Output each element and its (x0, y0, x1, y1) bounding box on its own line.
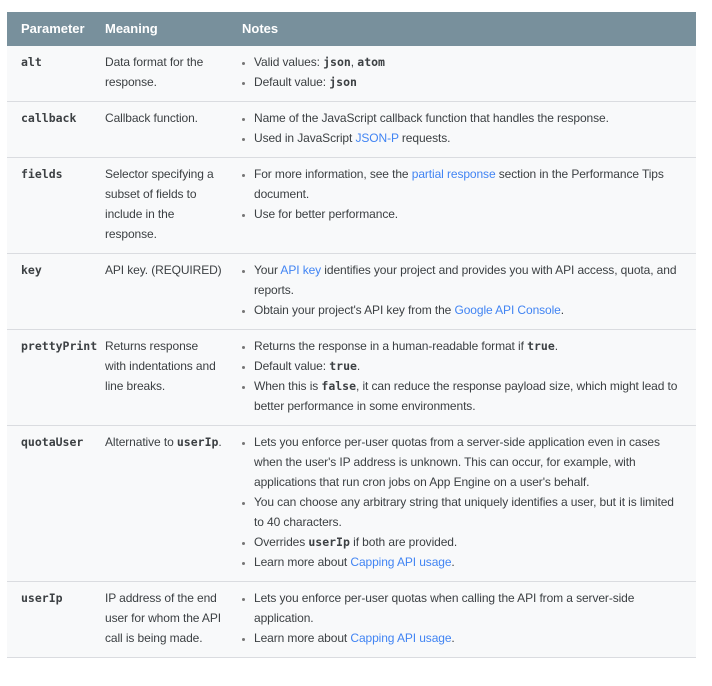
table-row (7, 426, 696, 582)
text-segment: Returns response with indentations and line breaks. (105, 339, 216, 393)
notes-list (230, 108, 684, 148)
text-segment: Valid values: (254, 55, 324, 69)
meaning-cell (93, 582, 230, 658)
note-item (254, 588, 684, 628)
note-item (254, 336, 684, 356)
doc-link[interactable]: partial response (411, 167, 496, 181)
text-segment: , (350, 55, 358, 69)
note-item (254, 376, 684, 416)
table-row (7, 582, 696, 658)
parameter-cell: quotaUser (7, 426, 93, 582)
query-parameters-table (7, 12, 696, 658)
note-item (254, 72, 684, 92)
inline-code: true (527, 339, 555, 353)
doc-link[interactable]: Capping API usage (350, 631, 452, 645)
text-segment: . (218, 435, 222, 449)
text-segment: For more information, see the (254, 167, 412, 181)
header-row (7, 12, 696, 46)
text-segment: requests. (398, 131, 451, 145)
text-segment: Alternative to (105, 435, 177, 449)
text-segment: Name of the JavaScript callback function that handles the response. (254, 111, 609, 125)
inline-code: json (329, 75, 357, 89)
meaning-cell (93, 46, 230, 102)
parameter-cell: fields (7, 158, 93, 254)
text-segment: You can choose any arbitrary string that uniquely identifies a user, but it is limited to 40 characters. (254, 495, 674, 529)
table-body (7, 46, 696, 658)
text-segment: identifies your project and provides you with API access, quota, and reports. (254, 263, 677, 297)
note-item (254, 52, 684, 72)
text-segment: Overrides (254, 535, 309, 549)
text-segment: . (356, 359, 361, 373)
doc-link[interactable]: Capping API usage (350, 555, 452, 569)
text-segment: Lets you enforce per-user quotas when calling the API from a server-side application. (254, 591, 635, 625)
note-item (254, 164, 684, 204)
parameter-cell: userIp (7, 582, 93, 658)
notes-list (230, 336, 684, 416)
note-item (254, 204, 684, 224)
text-segment: if both are provided. (349, 535, 458, 549)
column-header-parameter: Parameter (7, 12, 93, 46)
text-segment: . (554, 339, 558, 353)
doc-link[interactable]: API key (280, 263, 322, 277)
notes-cell (230, 46, 696, 102)
table-row (7, 254, 696, 330)
text-segment: When this is (254, 379, 322, 393)
text-segment: Data format for the response. (105, 55, 204, 89)
meaning-cell (93, 102, 230, 158)
text-segment: Default value: (254, 359, 330, 373)
text-segment: Default value: (254, 75, 330, 89)
inline-code: json (323, 55, 351, 69)
text-segment: Callback function. (105, 111, 198, 125)
doc-link[interactable]: Google API Console (454, 303, 561, 317)
text-segment: . (560, 303, 564, 317)
note-item (254, 492, 684, 532)
text-segment: , it can reduce the response payload size, which might lead to better performance in some environments. (254, 379, 678, 413)
text-segment: IP address of the end user for whom the API call is being made. (105, 591, 221, 645)
column-header-notes: Notes (230, 12, 696, 46)
notes-list (230, 164, 684, 224)
notes-list (230, 432, 684, 572)
notes-list (230, 260, 684, 320)
note-item (254, 628, 684, 648)
notes-list (230, 52, 684, 92)
note-item (254, 128, 684, 148)
text-segment: Returns the response in a human-readable format if (254, 339, 528, 353)
parameter-cell: prettyPrint (7, 330, 93, 426)
text-segment: Your (254, 263, 281, 277)
text-segment: Obtain your project's API key from the (254, 303, 455, 317)
note-item (254, 356, 684, 376)
table-row (7, 46, 696, 102)
inline-code: false (321, 379, 357, 393)
table-header (7, 12, 696, 46)
note-item (254, 432, 684, 492)
notes-cell (230, 254, 696, 330)
notes-list (230, 588, 684, 648)
column-header-meaning: Meaning (93, 12, 230, 46)
table-row (7, 330, 696, 426)
notes-cell (230, 582, 696, 658)
notes-cell (230, 158, 696, 254)
notes-cell (230, 102, 696, 158)
text-segment: . (451, 631, 455, 645)
inline-code: userIp (176, 435, 219, 449)
note-item (254, 300, 684, 320)
text-segment: Selector specifying a subset of fields to include in the response. (105, 167, 214, 241)
inline-code: userIp (308, 535, 350, 549)
inline-code: atom (357, 55, 385, 69)
table-row (7, 102, 696, 158)
text-segment: Learn more about (254, 631, 351, 645)
text-segment: section in the Performance Tips document. (254, 167, 664, 201)
note-item (254, 532, 684, 552)
notes-cell (230, 426, 696, 582)
text-segment: API key. (REQUIRED) (105, 263, 222, 277)
parameter-cell: callback (7, 102, 93, 158)
inline-code: true (329, 359, 357, 373)
parameter-cell: key (7, 254, 93, 330)
doc-link[interactable]: JSON-P (355, 131, 399, 145)
meaning-cell (93, 426, 230, 582)
text-segment: Lets you enforce per-user quotas from a server-side application even in cases when the user's IP address is unknown. This can occur, for example, with applications that run cron jobs on App Engine on a user's behalf. (254, 435, 660, 489)
text-segment: Used in JavaScript (254, 131, 356, 145)
meaning-cell (93, 254, 230, 330)
text-segment: Learn more about (254, 555, 351, 569)
text-segment: . (451, 555, 455, 569)
note-item (254, 552, 684, 572)
table-row (7, 158, 696, 254)
meaning-cell (93, 158, 230, 254)
note-item (254, 108, 684, 128)
note-item (254, 260, 684, 300)
notes-cell (230, 330, 696, 426)
parameter-cell: alt (7, 46, 93, 102)
meaning-cell (93, 330, 230, 426)
text-segment: Use for better performance. (254, 207, 399, 221)
